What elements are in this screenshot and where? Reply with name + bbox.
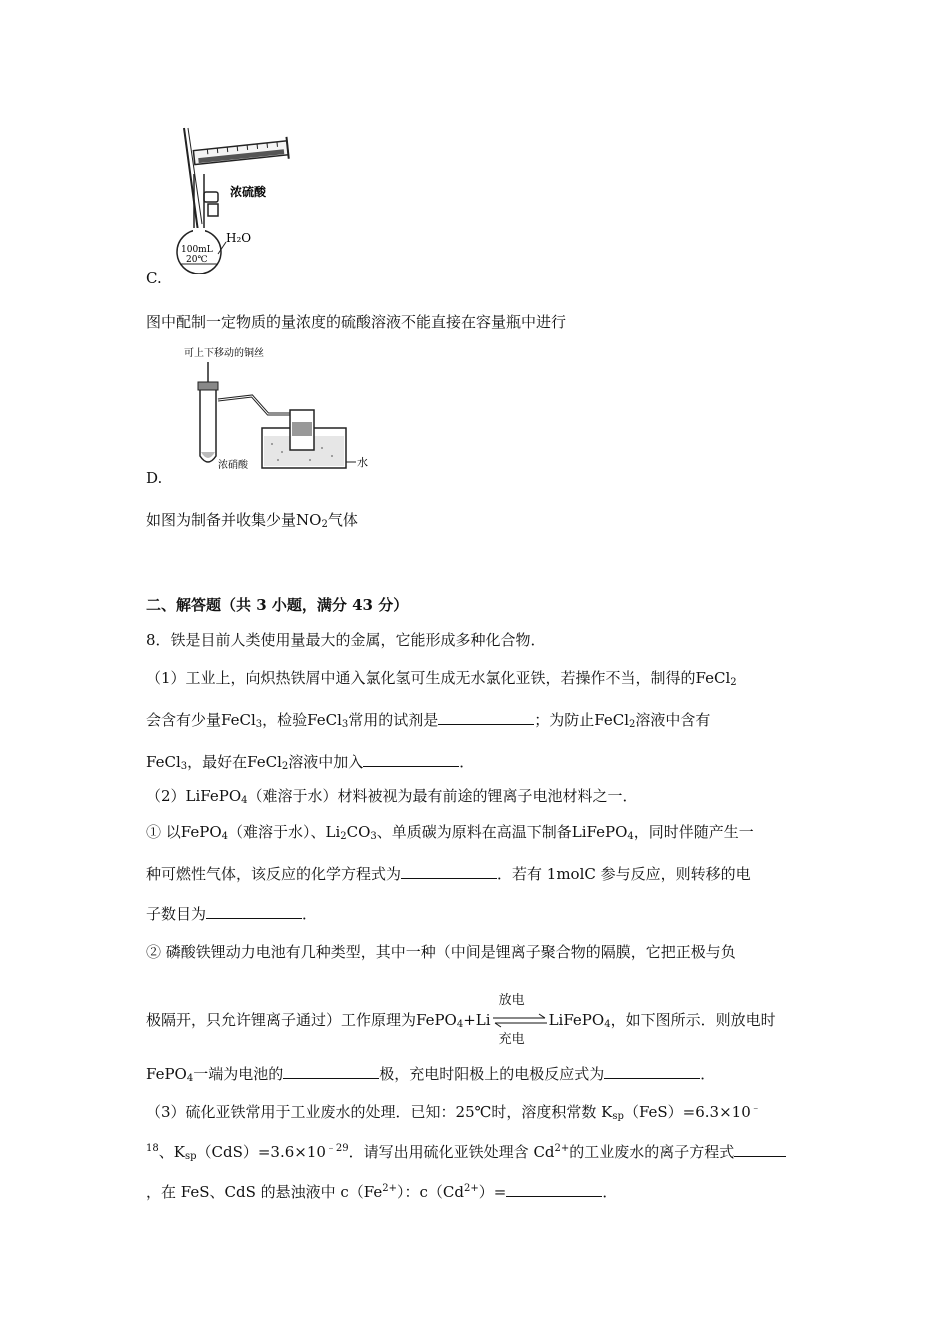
q8-p2-line1: （2）LiFePO$_4$（难溶于水）材料被视为最有前途的锂离子电池材料之一． [146,787,638,806]
answer-blank-7[interactable] [734,1142,786,1157]
answer-blank-4[interactable] [206,904,302,919]
option-c-caption: 图中配制一定物质的量浓度的硫酸溶液不能直接在容量瓶中进行 [146,313,567,331]
option-c-label: C. [146,269,162,287]
acid-label: 浓硫酸 [230,185,267,199]
flask-temp-label: 20℃ [186,255,208,265]
figure-d-apparatus [182,344,372,474]
test-tube [200,386,216,462]
q8-p3-line1: （3）硫化亚铁常用于工业废水的处理．已知：25℃时，溶度积常数 $K_{sp}(FeS)=6.3\times 10^﹣$ [146,1103,761,1122]
q8-stem: 8．铁是目前人类使用量最大的金属，它能形成多种化合物． [146,631,546,649]
answer-blank-3[interactable] [401,864,497,879]
water-label: H₂O [226,231,252,245]
answer-blank-5[interactable] [283,1064,379,1079]
q8-p1-line1: （1）工业上，向炽热铁屑中通入氯化氢可生成无水氯化亚铁，若操作不当，制得的FeCl$_2$ [146,669,737,688]
water-label-d: 水 [357,456,368,469]
answer-blank-8[interactable] [506,1182,602,1197]
q8-p2-line4: 子数目为 ． [146,905,318,923]
q8-p2-line7: FePO$_4$一端为电池的 极，充电时阳极上的电极反应式为 ． [146,1065,716,1084]
reversible-arrow: 放电 充电 [491,1011,549,1031]
stopper [204,192,218,216]
q8-p3-line3: ，在 FeS、CdS 的悬浊液中 $c(Fe^{2+})$：$c(Cd^{2+})=$ ． [146,1183,618,1201]
q8-p3-line2: $^{18}$、$K_{sp}(CdS)=3.6\times 10^{﹣29}$．请写出用硫化亚铁处理含 $Cd^{2+}$的工业废水的离子方程式 [146,1142,786,1162]
acid-label-d: 浓硝酸 [218,460,248,471]
q8-p1-line2: 会含有少量FeCl$_3$，检验FeCl$_3$常用的试剂是 ；为防止FeCl$_2$溶液中含有 [146,711,711,730]
flask-label: 100mL [181,245,213,255]
q8-p2-line2: ① 以FePO$_4$（难溶于水）、$Li_2CO_3$、单质碳为原料在高温下制备LiFePO$_4$，同时伴随产生一 [146,823,754,842]
copper-wire-label: 可上下移动的铜丝 [184,348,264,359]
graduated-cylinder [193,137,289,169]
q8-p2-line6: 极隔开，只允许锂离子通过）工作原理为FePO$_4$+Li 放电 充电 LiFePO$_4$，如下图所示．则放电时 [146,993,776,1047]
option-d-label: D. [146,469,163,487]
q8-p2-line5: ② 磷酸铁锂动力电池有几种类型，其中一种（中间是锂离子聚合物的隔膜，它把正极与负 [146,943,736,961]
q8-p1-line3: FeCl$_3$，最好在FeCl$_2$溶液中加入 ． [146,753,475,772]
figure-c-apparatus [168,124,308,274]
answer-blank-2[interactable] [363,752,459,767]
answer-blank-1[interactable] [438,710,534,725]
q8-p2-line3: 种可燃性气体，该反应的化学方程式为 ．若有 1molC 参与反应，则转移的电 [146,865,751,883]
option-d-caption: 如图为制备并收集少量$NO_2$气体 [146,511,358,530]
section-title: 二、解答题（共 3 小题，满分 43 分） [146,596,409,614]
answer-blank-6[interactable] [604,1064,700,1079]
